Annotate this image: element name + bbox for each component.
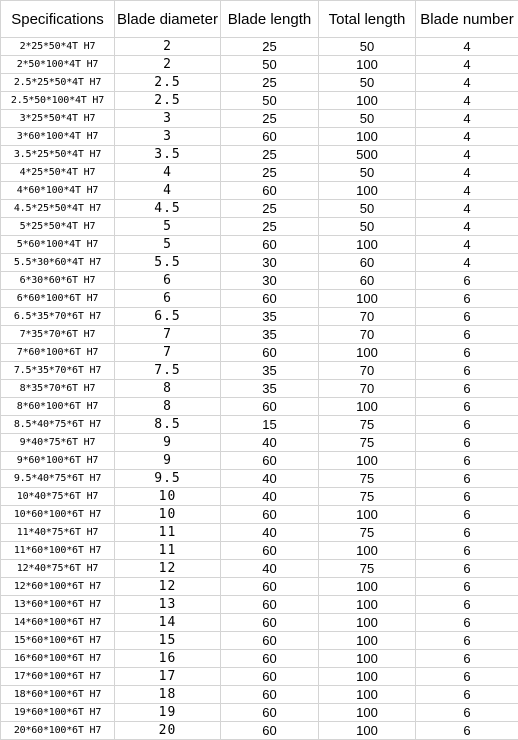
specification-cell: 3*25*50*4T H7	[1, 110, 115, 128]
blade-diameter-cell: 10	[115, 506, 221, 524]
total-length-cell: 100	[319, 290, 416, 308]
blade-diameter-cell: 16	[115, 650, 221, 668]
table-row	[1, 632, 518, 650]
total-length-cell: 75	[319, 488, 416, 506]
total-length-cell: 100	[319, 236, 416, 254]
total-length-cell: 100	[319, 182, 416, 200]
blade-diameter-cell: 17	[115, 668, 221, 686]
specification-cell: 9*60*100*6T H7	[1, 452, 115, 470]
blade-length-cell: 60	[221, 182, 319, 200]
total-length-cell: 60	[319, 272, 416, 290]
table-row	[1, 650, 518, 668]
specification-cell: 9.5*40*75*6T H7	[1, 470, 115, 488]
total-length-cell: 75	[319, 434, 416, 452]
table-row	[1, 308, 518, 326]
blade-number-cell: 6	[416, 344, 518, 362]
blade-diameter-cell: 10	[115, 488, 221, 506]
header-total-length: Total length	[319, 1, 416, 38]
total-length-cell: 100	[319, 128, 416, 146]
blade-number-cell: 4	[416, 92, 518, 110]
blade-length-cell: 25	[221, 164, 319, 182]
blade-length-cell: 25	[221, 146, 319, 164]
specification-cell: 6*60*100*6T H7	[1, 290, 115, 308]
specification-cell: 10*60*100*6T H7	[1, 506, 115, 524]
blade-length-cell: 35	[221, 308, 319, 326]
blade-length-cell: 40	[221, 488, 319, 506]
table-row	[1, 38, 518, 56]
blade-diameter-cell: 4.5	[115, 200, 221, 218]
blade-length-cell: 25	[221, 200, 319, 218]
specification-cell: 16*60*100*6T H7	[1, 650, 115, 668]
table-row	[1, 272, 518, 290]
blade-number-cell: 4	[416, 146, 518, 164]
blade-length-cell: 25	[221, 74, 319, 92]
blade-length-cell: 60	[221, 290, 319, 308]
table-row	[1, 524, 518, 542]
header-blade-length: Blade length	[221, 1, 319, 38]
blade-diameter-cell: 7.5	[115, 362, 221, 380]
blade-diameter-cell: 9.5	[115, 470, 221, 488]
total-length-cell: 100	[319, 722, 416, 740]
table-row	[1, 596, 518, 614]
blade-length-cell: 60	[221, 722, 319, 740]
specification-cell: 18*60*100*6T H7	[1, 686, 115, 704]
blade-number-cell: 6	[416, 722, 518, 740]
specification-cell: 8*35*70*6T H7	[1, 380, 115, 398]
blade-number-cell: 6	[416, 614, 518, 632]
total-length-cell: 100	[319, 668, 416, 686]
specification-cell: 12*60*100*6T H7	[1, 578, 115, 596]
blade-number-cell: 6	[416, 542, 518, 560]
table-row	[1, 290, 518, 308]
specification-cell: 2.5*25*50*4T H7	[1, 74, 115, 92]
blade-diameter-cell: 9	[115, 452, 221, 470]
table-row	[1, 380, 518, 398]
blade-length-cell: 40	[221, 524, 319, 542]
specification-cell: 5*60*100*4T H7	[1, 236, 115, 254]
specification-cell: 3*60*100*4T H7	[1, 128, 115, 146]
blade-length-cell: 35	[221, 326, 319, 344]
blade-length-cell: 25	[221, 218, 319, 236]
blade-diameter-cell: 5.5	[115, 254, 221, 272]
blade-length-cell: 60	[221, 686, 319, 704]
total-length-cell: 75	[319, 416, 416, 434]
specification-cell: 8*60*100*6T H7	[1, 398, 115, 416]
total-length-cell: 100	[319, 596, 416, 614]
specification-cell: 19*60*100*6T H7	[1, 704, 115, 722]
blade-diameter-cell: 11	[115, 524, 221, 542]
table-row	[1, 74, 518, 92]
blade-diameter-cell: 3.5	[115, 146, 221, 164]
specification-cell: 10*40*75*6T H7	[1, 488, 115, 506]
total-length-cell: 100	[319, 704, 416, 722]
total-length-cell: 100	[319, 578, 416, 596]
blade-length-cell: 40	[221, 434, 319, 452]
specification-cell: 12*40*75*6T H7	[1, 560, 115, 578]
blade-length-cell: 40	[221, 470, 319, 488]
table-row	[1, 668, 518, 686]
blade-length-cell: 60	[221, 650, 319, 668]
blade-length-cell: 60	[221, 578, 319, 596]
total-length-cell: 70	[319, 362, 416, 380]
total-length-cell: 60	[319, 254, 416, 272]
blade-number-cell: 6	[416, 434, 518, 452]
specification-cell: 13*60*100*6T H7	[1, 596, 115, 614]
blade-diameter-cell: 2	[115, 38, 221, 56]
header-blade-diameter: Blade diameter	[115, 1, 221, 38]
blade-number-cell: 6	[416, 488, 518, 506]
table-row	[1, 164, 518, 182]
specification-cell: 7.5*35*70*6T H7	[1, 362, 115, 380]
blade-number-cell: 6	[416, 326, 518, 344]
blade-diameter-cell: 4	[115, 182, 221, 200]
table-row	[1, 110, 518, 128]
total-length-cell: 50	[319, 164, 416, 182]
table-row	[1, 686, 518, 704]
blade-diameter-cell: 8.5	[115, 416, 221, 434]
blade-diameter-cell: 5	[115, 218, 221, 236]
specification-cell: 4.5*25*50*4T H7	[1, 200, 115, 218]
table-row	[1, 506, 518, 524]
blade-diameter-cell: 12	[115, 578, 221, 596]
total-length-cell: 100	[319, 650, 416, 668]
blade-length-cell: 35	[221, 362, 319, 380]
specification-cell: 7*60*100*6T H7	[1, 344, 115, 362]
total-length-cell: 100	[319, 542, 416, 560]
blade-number-cell: 6	[416, 416, 518, 434]
blade-diameter-cell: 14	[115, 614, 221, 632]
blade-number-cell: 6	[416, 650, 518, 668]
table-row	[1, 542, 518, 560]
total-length-cell: 75	[319, 560, 416, 578]
specification-cell: 2*50*100*4T H7	[1, 56, 115, 74]
blade-diameter-cell: 2	[115, 56, 221, 74]
blade-diameter-cell: 6	[115, 272, 221, 290]
total-length-cell: 100	[319, 398, 416, 416]
blade-length-cell: 60	[221, 614, 319, 632]
specification-cell: 11*60*100*6T H7	[1, 542, 115, 560]
blade-length-cell: 15	[221, 416, 319, 434]
blade-length-cell: 60	[221, 398, 319, 416]
blade-length-cell: 35	[221, 380, 319, 398]
blade-number-cell: 4	[416, 38, 518, 56]
blade-number-cell: 6	[416, 506, 518, 524]
specification-cell: 2*25*50*4T H7	[1, 38, 115, 56]
total-length-cell: 50	[319, 38, 416, 56]
blade-diameter-cell: 2.5	[115, 92, 221, 110]
total-length-cell: 500	[319, 146, 416, 164]
blade-diameter-cell: 15	[115, 632, 221, 650]
table-row	[1, 470, 518, 488]
blade-number-cell: 6	[416, 272, 518, 290]
blade-length-cell: 25	[221, 110, 319, 128]
total-length-cell: 70	[319, 308, 416, 326]
blade-length-cell: 50	[221, 92, 319, 110]
total-length-cell: 50	[319, 74, 416, 92]
table-row	[1, 434, 518, 452]
header-blade-number: Blade number	[416, 1, 518, 38]
total-length-cell: 100	[319, 56, 416, 74]
specification-cell: 7*35*70*6T H7	[1, 326, 115, 344]
blade-length-cell: 60	[221, 704, 319, 722]
total-length-cell: 100	[319, 92, 416, 110]
blade-number-cell: 4	[416, 128, 518, 146]
specification-cell: 3.5*25*50*4T H7	[1, 146, 115, 164]
blade-length-cell: 30	[221, 254, 319, 272]
blade-diameter-cell: 6.5	[115, 308, 221, 326]
blade-length-cell: 60	[221, 236, 319, 254]
blade-diameter-cell: 11	[115, 542, 221, 560]
table-row	[1, 398, 518, 416]
table-row	[1, 488, 518, 506]
specification-cell: 6*30*60*6T H7	[1, 272, 115, 290]
header-row	[1, 1, 518, 38]
blade-diameter-cell: 6	[115, 290, 221, 308]
specification-cell: 4*60*100*4T H7	[1, 182, 115, 200]
total-length-cell: 50	[319, 218, 416, 236]
blade-diameter-cell: 12	[115, 560, 221, 578]
blade-number-cell: 6	[416, 704, 518, 722]
specification-cell: 4*25*50*4T H7	[1, 164, 115, 182]
table-row	[1, 614, 518, 632]
blade-diameter-cell: 2.5	[115, 74, 221, 92]
blade-number-cell: 4	[416, 74, 518, 92]
total-length-cell: 100	[319, 506, 416, 524]
blade-diameter-cell: 7	[115, 326, 221, 344]
total-length-cell: 100	[319, 686, 416, 704]
blade-length-cell: 60	[221, 506, 319, 524]
blade-number-cell: 6	[416, 632, 518, 650]
blade-diameter-cell: 8	[115, 398, 221, 416]
specification-cell: 9*40*75*6T H7	[1, 434, 115, 452]
table-row	[1, 344, 518, 362]
blade-diameter-cell: 5	[115, 236, 221, 254]
total-length-cell: 70	[319, 380, 416, 398]
blade-length-cell: 40	[221, 560, 319, 578]
blade-number-cell: 6	[416, 398, 518, 416]
total-length-cell: 50	[319, 110, 416, 128]
table-row	[1, 236, 518, 254]
blade-diameter-cell: 20	[115, 722, 221, 740]
total-length-cell: 100	[319, 632, 416, 650]
blade-length-cell: 60	[221, 542, 319, 560]
blade-number-cell: 4	[416, 56, 518, 74]
specification-cell: 2.5*50*100*4T H7	[1, 92, 115, 110]
specification-cell: 5.5*30*60*4T H7	[1, 254, 115, 272]
blade-number-cell: 6	[416, 596, 518, 614]
table-row	[1, 416, 518, 434]
blade-diameter-cell: 9	[115, 434, 221, 452]
blade-length-cell: 60	[221, 596, 319, 614]
blade-number-cell: 4	[416, 236, 518, 254]
table-row	[1, 128, 518, 146]
specification-cell: 8.5*40*75*6T H7	[1, 416, 115, 434]
blade-diameter-cell: 19	[115, 704, 221, 722]
blade-length-cell: 60	[221, 632, 319, 650]
total-length-cell: 100	[319, 614, 416, 632]
table-row	[1, 254, 518, 272]
blade-diameter-cell: 3	[115, 128, 221, 146]
blade-number-cell: 4	[416, 254, 518, 272]
blade-number-cell: 6	[416, 560, 518, 578]
table-row	[1, 326, 518, 344]
blade-diameter-cell: 7	[115, 344, 221, 362]
specification-cell: 20*60*100*6T H7	[1, 722, 115, 740]
total-length-cell: 75	[319, 470, 416, 488]
table-row	[1, 560, 518, 578]
blade-diameter-cell: 13	[115, 596, 221, 614]
total-length-cell: 75	[319, 524, 416, 542]
specification-cell: 15*60*100*6T H7	[1, 632, 115, 650]
blade-number-cell: 6	[416, 470, 518, 488]
blade-number-cell: 4	[416, 164, 518, 182]
blade-number-cell: 4	[416, 200, 518, 218]
blade-length-cell: 60	[221, 344, 319, 362]
total-length-cell: 100	[319, 452, 416, 470]
table-header	[1, 1, 518, 38]
specification-cell: 6.5*35*70*6T H7	[1, 308, 115, 326]
table-body	[1, 38, 518, 740]
specification-cell: 14*60*100*6T H7	[1, 614, 115, 632]
blade-number-cell: 6	[416, 668, 518, 686]
blade-length-cell: 60	[221, 128, 319, 146]
blade-diameter-cell: 18	[115, 686, 221, 704]
blade-number-cell: 6	[416, 362, 518, 380]
blade-length-cell: 30	[221, 272, 319, 290]
blade-length-cell: 50	[221, 56, 319, 74]
blade-number-cell: 6	[416, 290, 518, 308]
table-row	[1, 182, 518, 200]
blade-diameter-cell: 4	[115, 164, 221, 182]
blade-length-cell: 60	[221, 452, 319, 470]
blade-diameter-cell: 8	[115, 380, 221, 398]
specification-cell: 5*25*50*4T H7	[1, 218, 115, 236]
table-row	[1, 362, 518, 380]
specification-cell: 17*60*100*6T H7	[1, 668, 115, 686]
table-row	[1, 452, 518, 470]
total-length-cell: 70	[319, 326, 416, 344]
table-row	[1, 704, 518, 722]
blade-number-cell: 4	[416, 218, 518, 236]
header-specifications: Specifications	[1, 1, 115, 38]
table-row	[1, 218, 518, 236]
blade-number-cell: 6	[416, 380, 518, 398]
blade-number-cell: 6	[416, 578, 518, 596]
table-row	[1, 92, 518, 110]
blade-number-cell: 4	[416, 110, 518, 128]
blade-number-cell: 6	[416, 452, 518, 470]
blade-length-cell: 25	[221, 38, 319, 56]
table-row	[1, 146, 518, 164]
blade-length-cell: 60	[221, 668, 319, 686]
blade-number-cell: 6	[416, 686, 518, 704]
table-row	[1, 200, 518, 218]
blade-diameter-cell: 3	[115, 110, 221, 128]
total-length-cell: 100	[319, 344, 416, 362]
blade-number-cell: 6	[416, 524, 518, 542]
blade-number-cell: 4	[416, 182, 518, 200]
specification-cell: 11*40*75*6T H7	[1, 524, 115, 542]
table-row	[1, 722, 518, 740]
table-row	[1, 578, 518, 596]
table-row	[1, 56, 518, 74]
total-length-cell: 50	[319, 200, 416, 218]
blade-number-cell: 6	[416, 308, 518, 326]
